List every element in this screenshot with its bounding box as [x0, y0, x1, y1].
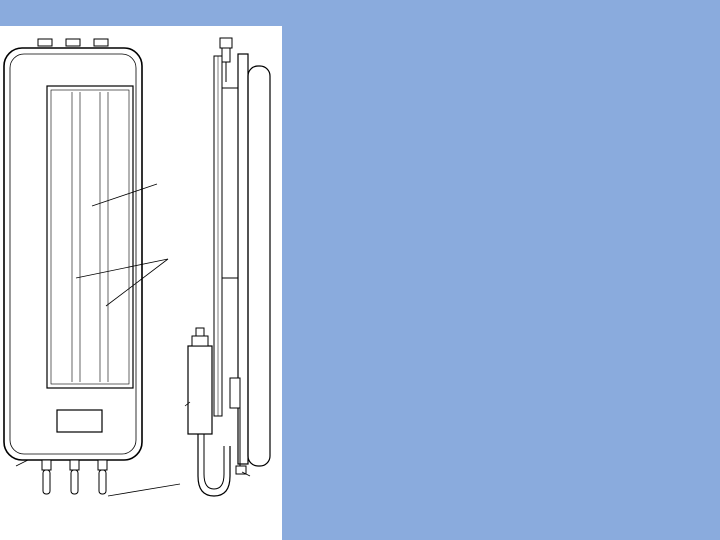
device-drawing	[0, 26, 282, 540]
manometer-illustration	[0, 26, 282, 540]
